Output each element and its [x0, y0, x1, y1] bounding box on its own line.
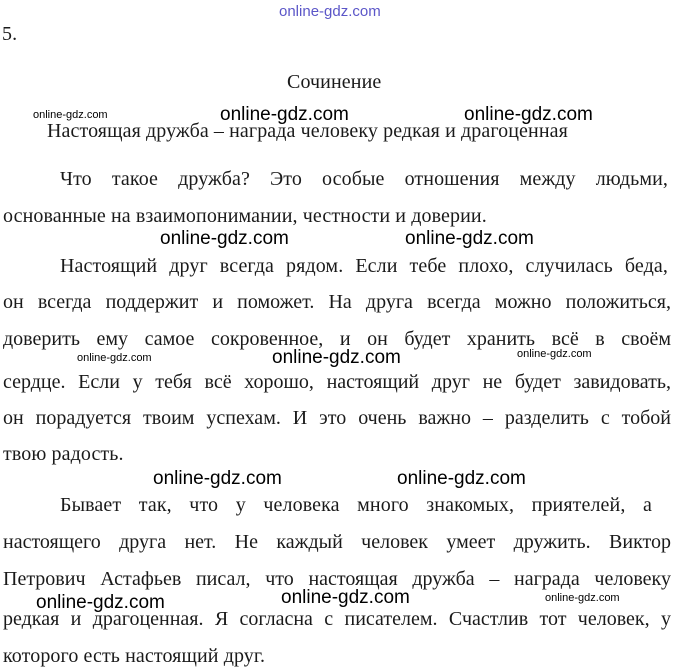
essay-line: редкая и драгоценная. Я согласна с писателем. Счастлив тот человек, у: [3, 608, 671, 630]
watermark: online-gdz.com: [153, 468, 282, 489]
task-number: 5.: [2, 23, 18, 45]
essay-line: Настоящий друг всегда рядом. Если тебе плохо, случилась беда,: [60, 255, 668, 277]
essay-line: Бывает так, что у человека много знакомых, приятелей, а: [60, 494, 652, 516]
site-watermark-top: online-gdz.com: [279, 3, 381, 20]
essay-line: твою радость.: [3, 443, 124, 465]
essay-line: основанные на взаимопонимании, честности и доверии.: [3, 205, 487, 227]
watermark: online-gdz.com: [405, 228, 534, 249]
essay-line: Что такое дружба? Это особые отношения между людьми,: [60, 168, 668, 190]
essay-line: которого есть настоящий друг.: [3, 645, 266, 667]
watermark: online-gdz.com: [33, 109, 108, 121]
watermark: online-gdz.com: [545, 592, 620, 604]
essay-line: настоящего друга нет. Не каждый человек умеет дружить. Виктор: [3, 531, 671, 553]
essay-line: доверить ему самое сокровенное, и он будет хранить всё в своём: [3, 328, 671, 350]
watermark: online-gdz.com: [272, 347, 401, 368]
watermark: online-gdz.com: [517, 348, 592, 360]
watermark: online-gdz.com: [220, 104, 349, 125]
watermark: online-gdz.com: [464, 104, 593, 125]
essay-line: Петрович Астафьев писал, что настоящая дружба – награда человеку: [3, 568, 671, 590]
essay-title: Настоящая дружба – награда человеку редкая и драгоценная: [47, 120, 568, 142]
essay-line: сердце. Если у тебя всё хорошо, настоящий друг не будет завидовать,: [3, 371, 671, 393]
watermark: online-gdz.com: [281, 587, 410, 608]
watermark: online-gdz.com: [36, 592, 165, 613]
essay-line: он порадуется твоим успехам. И это очень важно – разделить с тобой: [3, 407, 671, 429]
watermark: online-gdz.com: [160, 228, 289, 249]
essay-heading: Сочинение: [287, 71, 382, 93]
watermark: online-gdz.com: [77, 352, 152, 364]
watermark: online-gdz.com: [397, 468, 526, 489]
essay-line: он всегда поддержит и поможет. На друга всегда можно положиться,: [3, 291, 671, 313]
